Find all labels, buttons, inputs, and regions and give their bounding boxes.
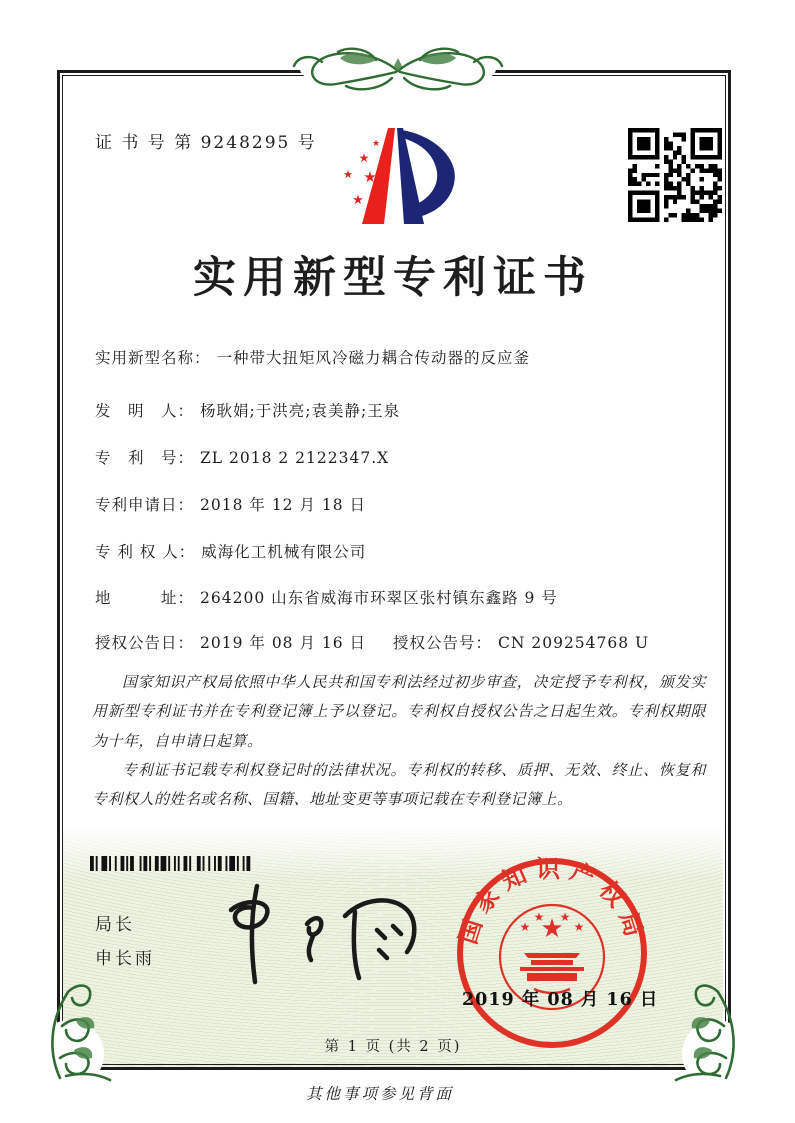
legal-paragraph-1: 国家知识产权局依照中华人民共和国专利法经过初步审查，决定授予专利权，颁发实用新型专利证书并在专利登记簿上予以登记。专利权自授权公告之日起生效。专利权期限为十年，自申请日起算。 xyxy=(92,673,706,750)
legal-paragraph-2: 专利证书记载专利权登记时的法律状况。专利权的转移、质押、无效、终止、恢复和专利权人的姓名或名称、国籍、地址变更等事项记载在专利登记簿上。 xyxy=(92,760,706,808)
field-filing-date xyxy=(95,493,711,515)
field-label: 专利申请日： xyxy=(95,496,195,514)
field-label: 发 明 人： xyxy=(95,402,195,420)
svg-text:★: ★ xyxy=(363,168,377,186)
field-patent-number xyxy=(95,446,711,468)
field-value: 一种带大扭矩风冷磁力耦合传动器的反应釜 xyxy=(216,349,531,367)
commissioner-block xyxy=(95,908,155,976)
field-label: 专 利 号： xyxy=(95,449,195,467)
signature-icon xyxy=(195,872,425,990)
field-value: 杨耿娟;于洪亮;袁美静;王泉 xyxy=(200,402,401,420)
official-seal-icon xyxy=(452,853,652,1053)
field-inventors xyxy=(95,399,711,421)
back-side-note: 其他事项参见背面 xyxy=(305,1085,454,1103)
page-number: 第 1 页 (共 2 页) xyxy=(324,1039,462,1055)
field-address xyxy=(95,586,711,608)
flourish-corner-icon xyxy=(655,980,750,1082)
field-grant-row xyxy=(95,631,711,653)
svg-text:★: ★ xyxy=(573,920,585,934)
svg-text:★: ★ xyxy=(533,910,545,924)
cnipa-logo-icon xyxy=(330,120,470,240)
grant-number xyxy=(393,631,649,653)
field-utility-model-name xyxy=(95,346,711,368)
svg-text:★: ★ xyxy=(343,168,353,181)
barcode-icon xyxy=(90,856,302,871)
svg-text:★: ★ xyxy=(540,914,564,944)
field-label: 实用新型名称： xyxy=(95,349,211,367)
field-label: 地 址： xyxy=(95,589,195,607)
svg-text:★: ★ xyxy=(358,151,370,165)
commissioner-name: 申长雨 xyxy=(95,949,155,969)
field-patentee xyxy=(95,540,711,562)
svg-text:★: ★ xyxy=(371,139,381,149)
grant-number-value: CN 209254768 U xyxy=(498,634,650,652)
svg-text:★: ★ xyxy=(519,920,531,934)
field-value: 2018 年 12 月 18 日 xyxy=(200,496,367,514)
field-value: 威海化工机械有限公司 xyxy=(201,543,367,561)
flourish-ornament-icon xyxy=(276,38,520,100)
grant-date-value: 2019 年 08 月 16 日 xyxy=(200,634,367,652)
seal-ring-text: 国家知识产权局 xyxy=(452,854,652,948)
svg-text:★: ★ xyxy=(352,193,364,208)
commissioner-title: 局长 xyxy=(95,915,135,935)
flourish-corner-icon xyxy=(36,980,131,1082)
field-value: ZL 2018 2 2122347.X xyxy=(200,449,390,467)
svg-text:★: ★ xyxy=(559,910,571,924)
grant-number-label: 授权公告号： xyxy=(393,634,493,652)
certificate-title: 实用新型专利证书 xyxy=(193,253,593,303)
svg-text:★: ★ xyxy=(369,208,383,226)
field-label: 专 利 权 人： xyxy=(95,543,196,561)
seal-date: 2019 年 08 月 16 日 xyxy=(462,990,659,1010)
certificate-number: 证 书 号 第 9248295 号 xyxy=(95,133,317,153)
grant-date-label: 授权公告日： xyxy=(95,634,195,652)
field-value: 264200 山东省威海市环翠区张村镇东鑫路 9 号 xyxy=(200,589,558,607)
legal-text xyxy=(92,668,706,814)
qr-code-icon xyxy=(628,128,722,222)
